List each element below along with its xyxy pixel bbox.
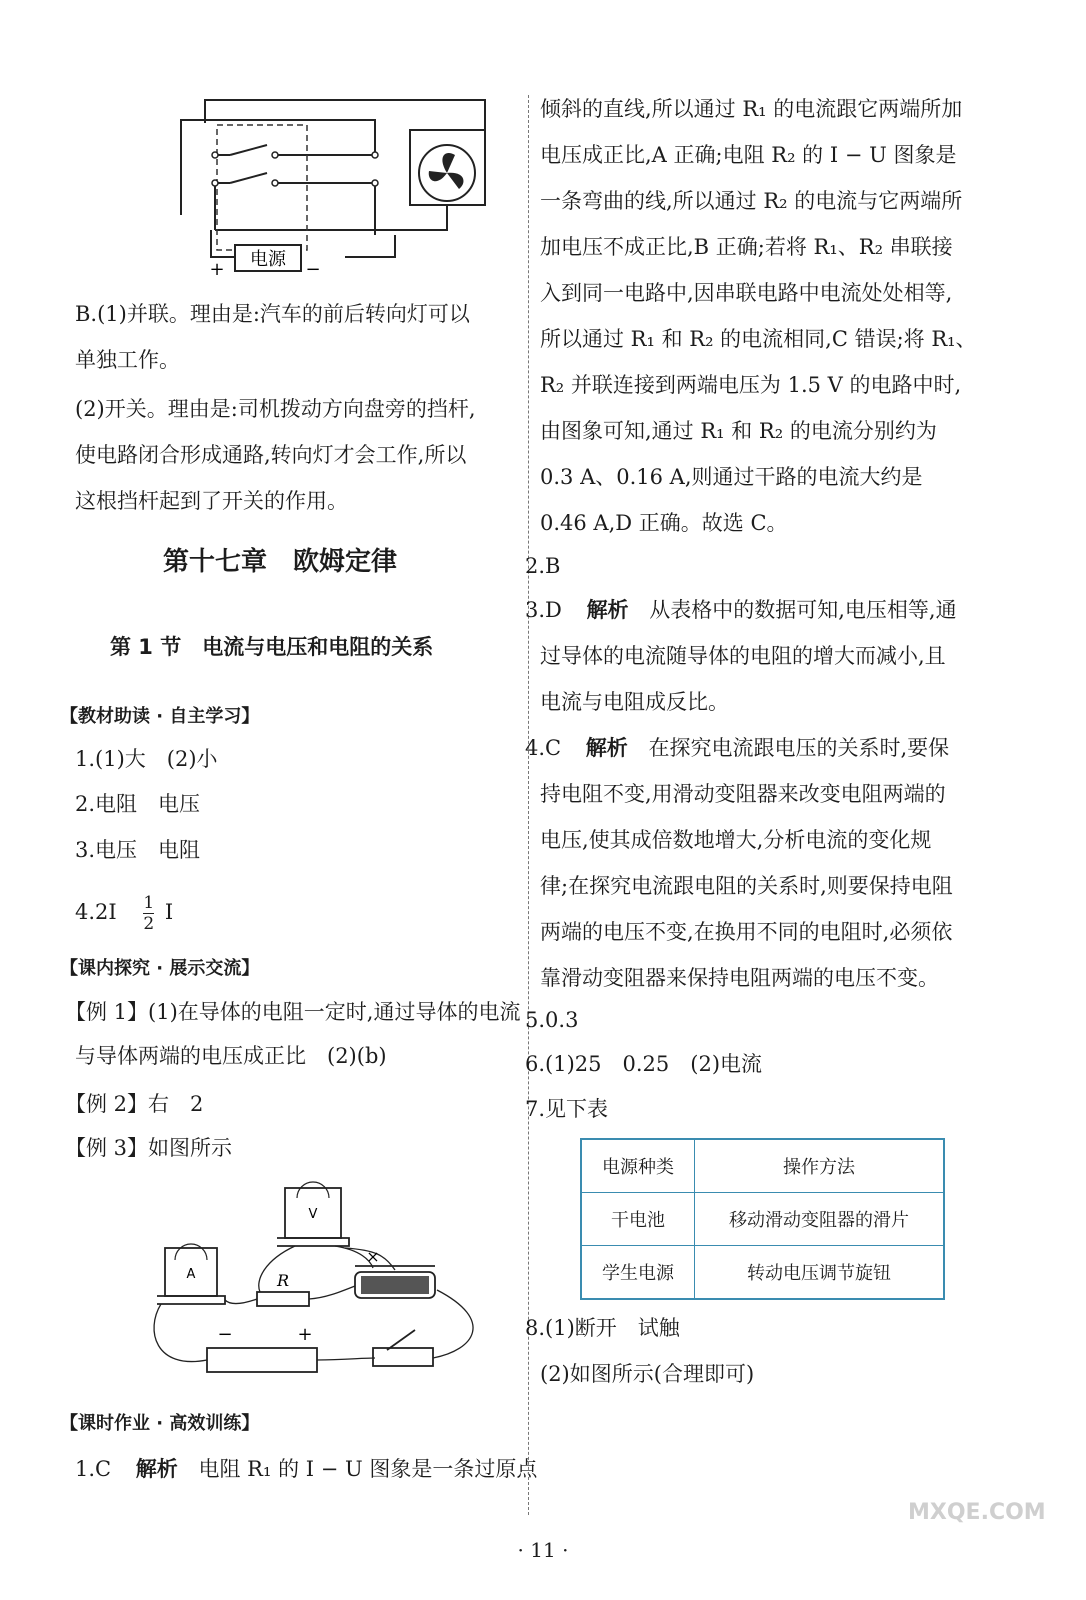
section-title: 第 1 节 电流与电压和电阻的关系 [110,635,434,659]
question4-line4: 律;在探究电流跟电阻的关系时,则要保持电阻 [540,874,953,898]
table-cell: 干电池 [581,1193,695,1246]
answer-b1-line1: B.(1)并联。理由是:汽车的前后转向灯可以 [75,302,470,326]
power-label: 电源 [250,249,286,270]
table-header-cell: 电源种类 [581,1139,695,1193]
example1-line2: 与导体两端的电压成正比 (2)(b) [75,1044,387,1068]
page-number: · 11 · [517,1538,569,1562]
battery-minus: − [217,1324,233,1345]
example1-line1: 【例 1】(1)在导体的电阻一定时,通过导体的电流 [65,1000,521,1024]
answer-a4-suffix: I [164,900,174,924]
battery-plus: + [297,1324,313,1345]
question4-line5: 两端的电压不变,在换用不同的电阻时,必须依 [540,920,953,944]
question1-start [75,1455,537,1483]
question1-analysis-label: 解析 [135,1457,178,1481]
answer-b1-line2: 单独工作。 [75,348,180,372]
q1-cont-line9: 0.3 A、0.16 A,则通过干路的电流大约是 [540,465,923,489]
resistor-label: R [276,1271,290,1290]
answer-b2-line1: (2)开关。理由是:司机拨动方向盘旁的挡杆, [75,397,476,421]
chapter-title: 第十七章 欧姆定律 [163,547,398,577]
question3-number: 3.D [525,598,562,622]
question4-line1: 在探究电流跟电压的关系时,要保 [648,736,950,760]
answer-b2-line3: 这根挡杆起到了开关的作用。 [75,489,348,513]
table-cell: 转动电压调节旋钮 [695,1246,945,1300]
example3: 【例 3】如图所示 [65,1136,233,1160]
power-source-table [580,1138,945,1300]
experiment-apparatus-figure [145,1180,525,1390]
question4-line2: 持电阻不变,用滑动变阻器来改变电阻两端的 [540,782,946,806]
question3-line2: 过导体的电流随导体的电阻的增大而减小,且 [540,644,946,668]
q1-cont-line5: 入到同一电路中,因串联电路中电流处处相等, [540,281,953,305]
question5: 5.0.3 [525,1008,579,1032]
question3-line1: 从表格中的数据可知,电压相等,通 [649,598,957,622]
q1-cont-line8: 由图象可知,通过 R₁ 和 R₂ 的电流分别约为 [540,419,937,443]
answer-a3: 3.电压 电阻 [75,838,201,862]
question8-line1: 8.(1)断开 试触 [525,1316,680,1340]
section-heading-class: 【课内探究 · 展示交流】 [60,958,260,979]
answer-a1: 1.(1)大 (2)小 [75,747,218,771]
fraction-numerator: 1 [143,893,155,913]
question1-number: 1.C [75,1457,112,1481]
q1-cont-line3: 一条弯曲的线,所以通过 R₂ 的电流与它两端所 [540,189,963,213]
question1-text: 电阻 R₁ 的 I − U 图象是一条过原点 [198,1457,538,1481]
ammeter-label: A [186,1267,196,1282]
q1-cont-line4: 加电压不成正比,B 正确;若将 R₁、R₂ 串联接 [540,235,953,259]
question4-line6: 靠滑动变阻器来保持电阻两端的电压不变。 [540,966,939,990]
example2: 【例 2】右 2 [65,1092,204,1116]
question4-line3: 电压,使其成倍数地增大,分析电流的变化规 [540,828,932,852]
question3-analysis-label: 解析 [586,598,629,622]
section-heading-textbook: 【教材助读 · 自主学习】 [60,706,260,727]
answer-b2-line2: 使电路闭合形成通路,转向灯才会工作,所以 [75,443,467,467]
q1-cont-line1: 倾斜的直线,所以通过 R₁ 的电流跟它两端所加 [540,97,963,121]
question2: 2.B [525,554,561,578]
turn-signal-circuit-figure [175,95,495,290]
wire-cross-mark: × [366,1247,380,1266]
fraction-denominator: 2 [143,914,155,934]
question6: 6.(1)25 0.25 (2)电流 [525,1052,763,1076]
table-header-row [581,1139,944,1193]
question3-line3: 电流与电阻成反比。 [540,690,729,714]
table-row [581,1246,944,1300]
q1-cont-line10: 0.46 A,D 正确。故选 C。 [540,511,788,535]
fraction [143,893,154,934]
question7: 7.见下表 [525,1097,609,1121]
answer-a2: 2.电阻 电压 [75,792,201,816]
question4-analysis-label: 解析 [585,736,628,760]
section-heading-homework: 【课时作业 · 高效训练】 [60,1413,260,1434]
question4-number: 4.C [525,736,562,760]
answer-a4 [75,893,173,934]
q1-cont-line7: R₂ 并联连接到两端电压为 1.5 V 的电路中时, [540,373,962,397]
column-divider [528,95,529,1515]
table-cell: 移动滑动变阻器的滑片 [695,1193,945,1246]
q1-cont-line6: 所以通过 R₁ 和 R₂ 的电流相同,C 错误;将 R₁、 [540,327,977,351]
power-minus: − [305,259,321,280]
question3-start [525,596,957,624]
table-header-cell: 操作方法 [695,1139,945,1193]
answer-a4-prefix: 4.2I [75,900,117,924]
voltmeter-label: V [308,1207,318,1222]
question4-start [525,734,949,762]
power-plus: + [209,259,225,280]
question8-line2: (2)如图所示(合理即可) [540,1362,755,1386]
q1-cont-line2: 电压成正比,A 正确;电阻 R₂ 的 I − U 图象是 [540,143,957,167]
table-cell: 学生电源 [581,1246,695,1300]
watermark-logo: MXQE.COM [908,1500,1046,1525]
table-row [581,1193,944,1246]
